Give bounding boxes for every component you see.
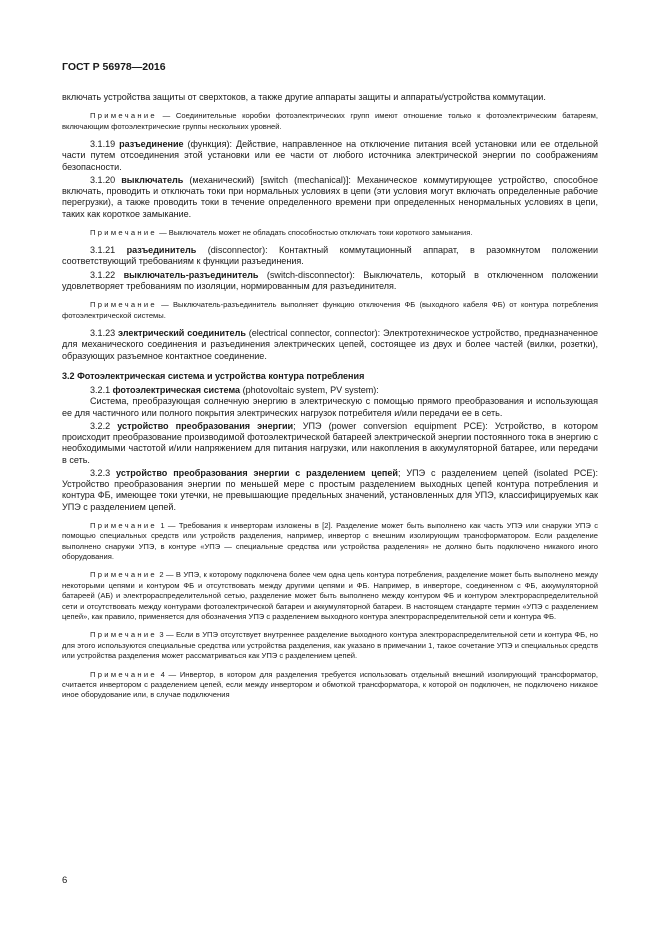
note-label: Примечание <box>90 570 157 580</box>
definition-3-1-21: 3.1.21 разъединитель (disconnector): Контактный коммутационный аппарат, в разомкнутом положении соответствующий требованиям к функции разъединения. <box>62 245 598 267</box>
term: электрический соединитель <box>118 328 246 339</box>
definition-3-1-20: 3.1.20 выключатель (механический) [switch (mechanical)]: Механическое коммутирующее устройство, способное включать, проводить и отключать токи при нормальных условиях в цепи (эти условия могут включать определенные рабочие перегрузки), а также проводить токи в течение определенного времени при определенных ненормальных условиях в цепи, таких как короткое замыкание. <box>62 174 598 219</box>
term: выключатель <box>121 174 184 185</box>
note <box>62 228 598 238</box>
term: устройство преобразования энергии с разделением цепей <box>116 467 398 478</box>
standard-header: ГОСТ Р 56978—2016 <box>62 61 166 73</box>
term: устройство преобразования энергии <box>117 420 294 431</box>
note-label: Примечание <box>90 630 157 640</box>
note <box>62 570 598 622</box>
definition-body: Система, преобразующая солнечную энергию в электрическую с помощью прямого преобразования и использующая ее для частичного или полного покрытия электрических нагрузок потребителя и/или передачи ее в сеть. <box>62 396 598 418</box>
note-label: Примечание <box>90 111 157 121</box>
note-text: 4 — Инвертор, в котором для разделения требуется использовать отдельный внешний изолирующий трансформатор, считается инвертором с разделением цепей, если между инвертором и обмоткой трансформатора, к которой он подключен, не подключено никакое иное оборудование или, в случае подключения <box>62 669 598 700</box>
note-label: Примечание <box>90 669 157 679</box>
note-text: 2 — В УПЭ, к которому подключена более чем одна цепь контура потребления, разделение может быть выполнено между некоторыми цепями и контуром ФБ и отсутствовать между другими цепями и ФБ. Например, в инверторе, соединенном с ФБ, аккумуляторной батареей (АБ) и электрораспределительной сетью, разделение может быть выполнено между контуром ФБ и контуром электрораспределительной сети и отсутствовать между контурами фотоэлектрической батареи и аккумуляторной батареи. В настоящем стандарте термин «УПЭ с разделением цепей», как правило, применяется для обозначения УПЭ с разделением выходного контура электрораспределительной сети и контура ФБ. <box>62 570 598 622</box>
term: разъединение <box>119 139 184 150</box>
definition-3-1-23: 3.1.23 электрический соединитель (electrical connector, connector): Электротехническое устройство, предназначенное для механического соединения и разъединения электрических цепей, состоящее из двух и более частей (вилки, розетки), образующих разъемное контактное соединение. <box>62 328 599 361</box>
term: выключатель-разъединитель <box>123 269 259 280</box>
paragraph-continuation: включать устройства защиты от сверхтоков, а также другие аппараты защиты и аппараты/устройства коммутации. <box>62 92 546 102</box>
page-content <box>62 92 598 708</box>
definition-3-1-19: 3.1.19 разъединение (функция): Действие, направленное на отключение питания всей установки или ее отдельной части путем отсоединения этой установки или ее части от любого источника электрической энергии по соображениям безопасности. <box>62 139 598 172</box>
note-text: 3 — Если в УПЭ отсутствует внутреннее разделение выходного контура электрораспределительной сети и контура ФБ, но для этого используются специальные средства или устройства разделения, как указано в примечании 1, такое сочетание УПЭ и специальных средств или устройства разделения может рассматриваться как УПЭ с разделением цепей. <box>62 630 598 661</box>
page-number: 6 <box>62 875 68 886</box>
note <box>62 670 598 701</box>
note <box>62 111 598 132</box>
note-label: Примечание <box>90 227 157 237</box>
note-text: — Выключатель-разъединитель выполняет функцию отключения ФБ (выходного кабеля ФБ) от контура потребления фотоэлектрической системы. <box>62 300 598 320</box>
note <box>62 521 598 563</box>
term: разъединитель <box>126 245 197 256</box>
note <box>62 300 598 321</box>
section-heading: 3.2 Фотоэлектрическая система и устройства контура потребления <box>62 370 365 381</box>
definition-3-2-1: 3.2.1 фотоэлектрическая система (photovoltaic system, PV system): <box>90 385 379 396</box>
note-text: 1 — Требования к инверторам изложены в [2]. Разделение может быть выполнено как часть УПЭ или снаружи УПЭ с помощью специальных средств или устройств разделения, например, инвертор с внешним изолирующим трансформатором. Если разделение выполнено снаружи УПЭ, в контуре «УПЭ — специальные средства или устройства разделения» не должно быть подключено никакого иного оборудования. <box>62 520 598 561</box>
note-text: — Выключатель может не обладать способностью отключать токи короткого замыкания. <box>156 227 473 237</box>
definition-3-2-3: 3.2.3 устройство преобразования энергии с разделением цепей; УПЭ с разделением цепей (isolated PCE): Устройство преобразования энергии по меньшей мере с простым разделением выходных цепей контура потребления и контура ФБ, имеющее токи утечки, не превышающие предельных значений, установленных для УПЭ, классифицируемых как УПЭ с разделением цепей. <box>62 467 598 512</box>
note-label: Примечание <box>90 300 157 310</box>
term: фотоэлектрическая система <box>112 385 241 396</box>
note <box>62 630 598 661</box>
note-text: — Соединительные коробки фотоэлектрических групп имеют отношение только к фотоэлектрическим батареям, включающим фотоэлектрические группы нескольких уровней. <box>62 111 598 131</box>
definition-3-1-22: 3.1.22 выключатель-разъединитель (switch-disconnector): Выключатель, который в отключенном положении удовлетворяет требованиям по изоляции, нормированным для разъединителя. <box>62 269 598 291</box>
note-label: Примечание <box>90 520 157 530</box>
definition-3-2-2: 3.2.2 устройство преобразования энергии; УПЭ (power conversion equipment PCE): Устройство, в котором происходит преобразование производимой фотоэлектрической батареей электрической энергии постоянного тока в энергию с необходимыми частотой и/или напряжением для питания нагрузки, или накопления в аккумуляторной батарее, или передачи в сеть. <box>62 420 598 465</box>
